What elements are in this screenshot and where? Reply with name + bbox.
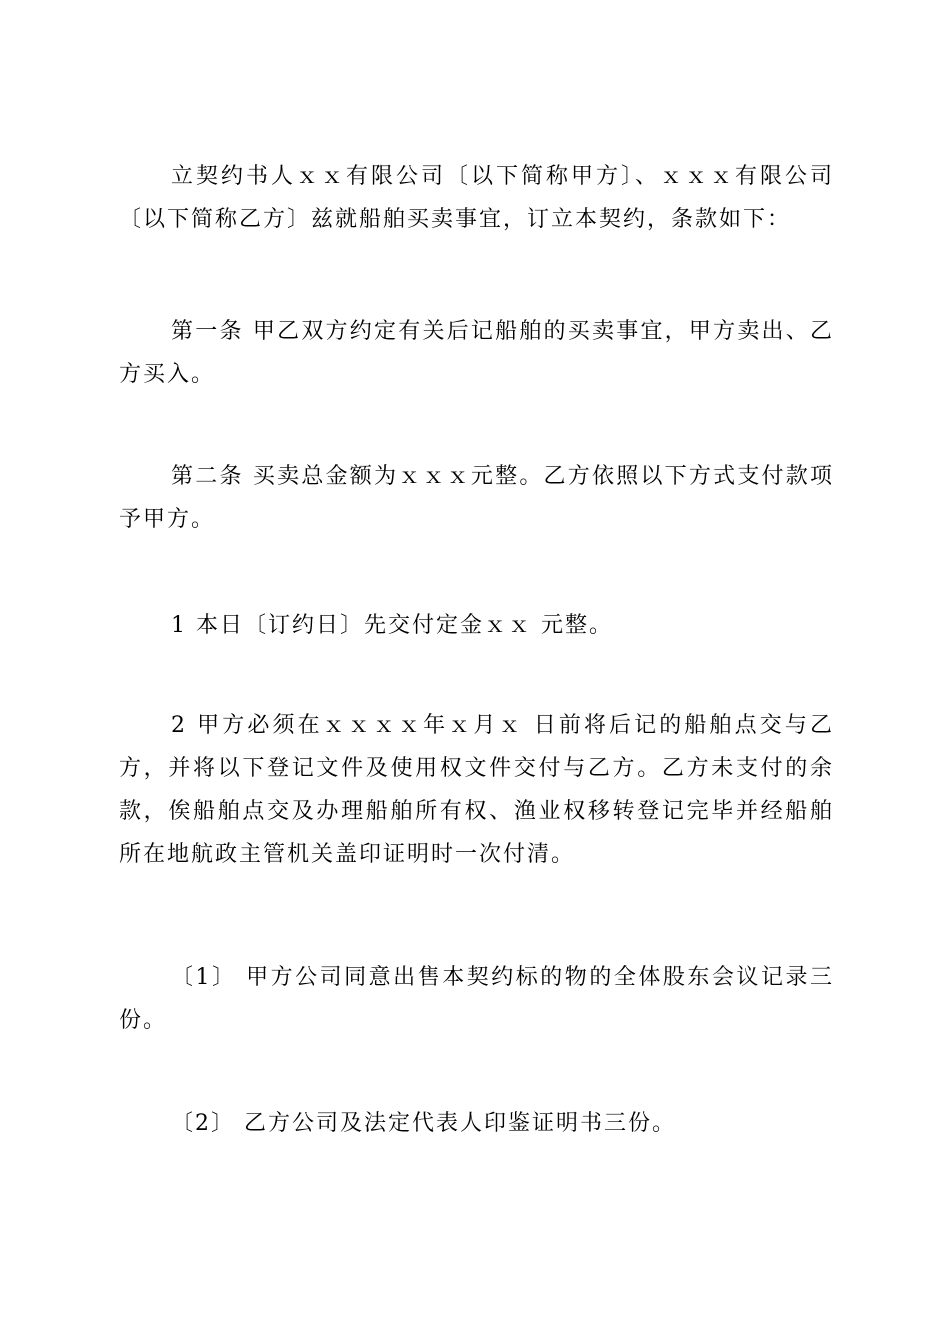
article-two-paragraph: 第二条 买卖总金额为ｘｘｘ元整。乙方依照以下方式支付款项予甲方。 — [119, 464, 834, 532]
article-one-paragraph: 第一条 甲乙双方约定有关后记船舶的买卖事宜，甲方卖出、乙方买入。 — [119, 319, 834, 387]
contract-intro-paragraph: 立契约书人ｘｘ有限公司〔以下简称甲方〕、ｘｘｘ有限公司〔以下简称乙方〕兹就船舶买卖事宜，订立本契约，条款如下： — [119, 164, 834, 232]
payment-item-two: 2 甲方必须在ｘｘｘｘ年ｘ月ｘ 日前将后记的船舶点交与乙方，并将以下登记文件及使用权文件交付与乙方。乙方未支付的余款，俟船舶点交及办理船舶所有权、渔业权移转登记完毕并经船舶所在地航政主管机关盖印证明时一次付清。 — [119, 713, 834, 867]
payment-item-one: 1 本日〔订约日〕先交付定金ｘｘ 元整。 — [171, 613, 613, 638]
document-list-item-one: 〔1〕 甲方公司同意出售本契约标的物的全体股东会议记录三份。 — [119, 965, 834, 1033]
document-list-item-two: 〔2〕 乙方公司及法定代表人印鉴证明书三份。 — [171, 1111, 676, 1136]
